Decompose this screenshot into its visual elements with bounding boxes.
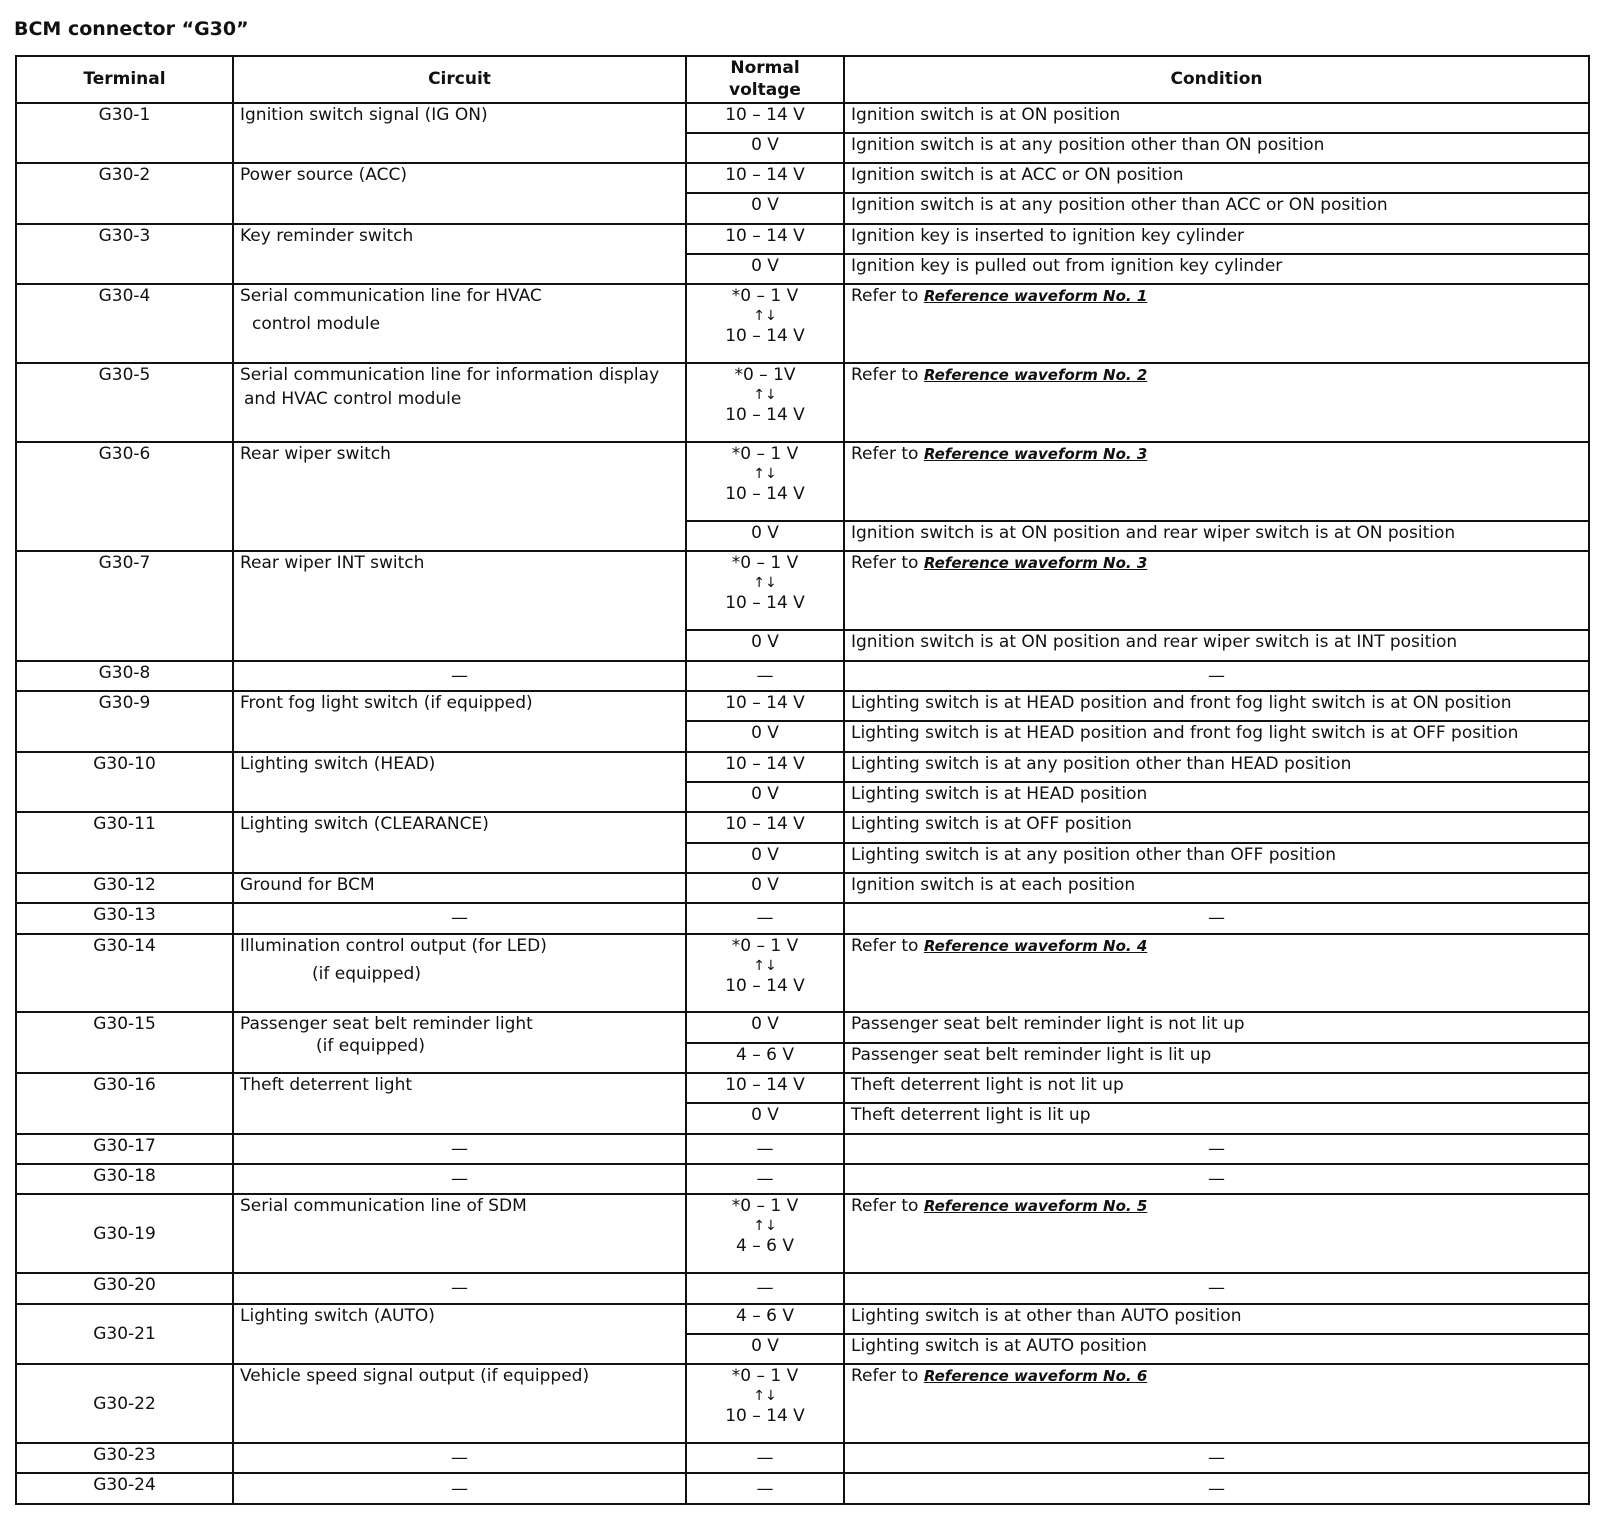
- table-row: [16, 103, 1589, 133]
- table-row: [16, 1194, 1589, 1273]
- terminal-cell: G30-5: [16, 363, 233, 442]
- condition-cell: Theft deterrent light is lit up: [844, 1103, 1589, 1133]
- voltage-cell: —: [686, 903, 844, 933]
- circuit-cell: —: [233, 903, 686, 933]
- voltage-cell: 0 V: [686, 133, 844, 163]
- voltage-cell: 0 V: [686, 254, 844, 284]
- condition-cell: [844, 934, 1589, 1013]
- voltage-cell: 0 V: [686, 873, 844, 903]
- terminal-cell: G30-12: [16, 873, 233, 903]
- header-row: [16, 56, 1589, 103]
- terminal-cell: G30-20: [16, 1273, 233, 1303]
- circuit-cell: [233, 1012, 686, 1073]
- circuit-cell: Serial communication line of SDM: [233, 1194, 686, 1273]
- condition-cell: Passenger seat belt reminder light is lit up: [844, 1043, 1589, 1073]
- circuit-cell: Rear wiper switch: [233, 442, 686, 551]
- voltage-cell: [686, 1364, 844, 1443]
- voltage-cell: [686, 363, 844, 442]
- condition-cell: Lighting switch is at HEAD position: [844, 782, 1589, 812]
- table-row: [16, 1073, 1589, 1103]
- voltage-cell: —: [686, 1134, 844, 1164]
- toggle-arrow-icon: ↑↓: [753, 575, 777, 592]
- refer-label: Refer to: [851, 935, 919, 956]
- circuit-line: control module: [252, 314, 381, 335]
- condition-cell: Ignition switch is at ON position and rear wiper switch is at ON position: [844, 521, 1589, 551]
- voltage-high: 10 – 14 V: [725, 593, 805, 614]
- table-row: [16, 551, 1589, 630]
- condition-cell: Lighting switch is at HEAD position and front fog light switch is at ON position: [844, 691, 1589, 721]
- terminal-cell: G30-6: [16, 442, 233, 551]
- condition-cell: [844, 1364, 1589, 1443]
- circuit-cell: —: [233, 1273, 686, 1303]
- circuit-cell: —: [233, 1134, 686, 1164]
- toggle-arrow-icon: ↑↓: [753, 1218, 777, 1235]
- terminal-cell: G30-18: [16, 1164, 233, 1194]
- waveform-link[interactable]: Reference waveform No. 5: [923, 1197, 1148, 1216]
- terminal-cell: G30-17: [16, 1134, 233, 1164]
- condition-cell: [844, 284, 1589, 363]
- voltage-cell: 10 – 14 V: [686, 163, 844, 193]
- table-row: [16, 224, 1589, 254]
- voltage-high: 4 – 6 V: [736, 1236, 794, 1257]
- circuit-cell: Theft deterrent light: [233, 1073, 686, 1134]
- voltage-cell: —: [686, 661, 844, 691]
- condition-cell: [844, 363, 1589, 442]
- terminal-cell: G30-4: [16, 284, 233, 363]
- circuit-cell: Power source (ACC): [233, 163, 686, 224]
- voltage-cell: 0 V: [686, 1012, 844, 1042]
- table-row: [16, 873, 1589, 903]
- circuit-cell: [233, 934, 686, 1013]
- circuit-cell: Key reminder switch: [233, 224, 686, 285]
- condition-cell: [844, 442, 1589, 521]
- voltage-high: 10 – 14 V: [725, 484, 805, 505]
- terminal-cell: G30-10: [16, 752, 233, 813]
- terminal-cell: G30-16: [16, 1073, 233, 1134]
- voltage-cell: 0 V: [686, 782, 844, 812]
- waveform-link[interactable]: Reference waveform No. 2: [923, 366, 1148, 385]
- table-row: [16, 442, 1589, 521]
- condition-cell: [844, 1194, 1589, 1273]
- terminal-cell: G30-8: [16, 661, 233, 691]
- table-row: [16, 1012, 1589, 1042]
- table-row: [16, 1134, 1589, 1164]
- table-row: [16, 363, 1589, 442]
- table-row: [16, 1443, 1589, 1473]
- waveform-link[interactable]: Reference waveform No. 4: [923, 936, 1148, 955]
- voltage-low: *0 – 1 V: [731, 935, 799, 956]
- condition-cell: —: [844, 1443, 1589, 1473]
- terminal-cell: G30-2: [16, 163, 233, 224]
- circuit-cell: Rear wiper INT switch: [233, 551, 686, 660]
- voltage-cell: [686, 551, 844, 630]
- condition-cell: —: [844, 661, 1589, 691]
- circuit-line: Illumination control output (for LED): [240, 935, 547, 956]
- page-title: BCM connector “G30”: [14, 18, 249, 40]
- condition-cell: Ignition switch is at each position: [844, 873, 1589, 903]
- circuit-line: Serial communication line for information display: [240, 365, 660, 386]
- voltage-low: *0 – 1 V: [731, 286, 799, 307]
- toggle-arrow-icon: ↑↓: [753, 957, 777, 974]
- voltage-cell: 10 – 14 V: [686, 103, 844, 133]
- table-row: [16, 163, 1589, 193]
- header-terminal: Terminal: [16, 56, 233, 103]
- terminal-cell: G30-22: [16, 1364, 233, 1443]
- condition-cell: Ignition switch is at any position other than ON position: [844, 133, 1589, 163]
- table-row: [16, 812, 1589, 842]
- voltage-cell: 0 V: [686, 1334, 844, 1364]
- toggle-arrow-icon: ↑↓: [753, 308, 777, 325]
- condition-cell: Ignition key is inserted to ignition key cylinder: [844, 224, 1589, 254]
- header-circuit: Circuit: [233, 56, 686, 103]
- condition-cell: —: [844, 1134, 1589, 1164]
- table-row: [16, 1473, 1589, 1504]
- voltage-cell: 4 – 6 V: [686, 1304, 844, 1334]
- voltage-cell: —: [686, 1273, 844, 1303]
- voltage-cell: 10 – 14 V: [686, 224, 844, 254]
- terminal-cell: G30-9: [16, 691, 233, 752]
- refer-label: Refer to: [851, 365, 919, 386]
- refer-label: Refer to: [851, 1366, 919, 1387]
- terminal-cell: G30-11: [16, 812, 233, 873]
- voltage-cell: 10 – 14 V: [686, 691, 844, 721]
- circuit-line: and HVAC control module: [244, 389, 462, 410]
- table-row: [16, 661, 1589, 691]
- voltage-cell: [686, 284, 844, 363]
- voltage-high: 10 – 14 V: [725, 1406, 805, 1427]
- circuit-cell: —: [233, 1164, 686, 1194]
- refer-label: Refer to: [851, 444, 919, 465]
- voltage-cell: [686, 934, 844, 1013]
- voltage-cell: 0 V: [686, 193, 844, 223]
- toggle-arrow-icon: ↑↓: [753, 387, 777, 404]
- condition-cell: Ignition switch is at ACC or ON position: [844, 163, 1589, 193]
- circuit-cell: —: [233, 661, 686, 691]
- voltage-high: 10 – 14 V: [725, 405, 805, 426]
- circuit-cell: —: [233, 1443, 686, 1473]
- voltage-cell: —: [686, 1473, 844, 1504]
- condition-cell: Ignition key is pulled out from ignition key cylinder: [844, 254, 1589, 284]
- voltage-cell: 10 – 14 V: [686, 812, 844, 842]
- table-row: [16, 934, 1589, 1013]
- voltage-cell: 0 V: [686, 521, 844, 551]
- terminal-cell: G30-14: [16, 934, 233, 1013]
- circuit-cell: Front fog light switch (if equipped): [233, 691, 686, 752]
- circuit-cell: Ground for BCM: [233, 873, 686, 903]
- condition-cell: Passenger seat belt reminder light is not lit up: [844, 1012, 1589, 1042]
- refer-label: Refer to: [851, 286, 919, 307]
- circuit-line: Passenger seat belt reminder light: [240, 1014, 533, 1035]
- refer-label: Refer to: [851, 553, 919, 574]
- voltage-low: *0 – 1 V: [731, 1196, 799, 1217]
- terminal-cell: G30-13: [16, 903, 233, 933]
- voltage-low: *0 – 1 V: [731, 444, 799, 465]
- condition-cell: Lighting switch is at AUTO position: [844, 1334, 1589, 1364]
- voltage-cell: —: [686, 1443, 844, 1473]
- circuit-cell: —: [233, 1473, 686, 1504]
- circuit-cell: Vehicle speed signal output (if equipped): [233, 1364, 686, 1443]
- voltage-cell: 0 V: [686, 843, 844, 873]
- circuit-line: (if equipped): [316, 1036, 425, 1057]
- condition-cell: Lighting switch is at any position other than HEAD position: [844, 752, 1589, 782]
- condition-cell: Lighting switch is at other than AUTO position: [844, 1304, 1589, 1334]
- waveform-link[interactable]: Reference waveform No. 3: [923, 445, 1148, 464]
- terminal-cell: G30-24: [16, 1473, 233, 1504]
- toggle-arrow-icon: ↑↓: [753, 1388, 777, 1405]
- voltage-cell: 0 V: [686, 1103, 844, 1133]
- refer-label: Refer to: [851, 1196, 919, 1217]
- table-row: [16, 903, 1589, 933]
- terminal-cell: G30-19: [16, 1194, 233, 1273]
- condition-cell: Ignition switch is at ON position: [844, 103, 1589, 133]
- terminal-cell: G30-21: [16, 1304, 233, 1365]
- waveform-link[interactable]: Reference waveform No. 6: [923, 1367, 1148, 1386]
- circuit-cell: Ignition switch signal (IG ON): [233, 103, 686, 164]
- voltage-cell: 0 V: [686, 721, 844, 751]
- condition-cell: Lighting switch is at OFF position: [844, 812, 1589, 842]
- circuit-cell: Lighting switch (HEAD): [233, 752, 686, 813]
- circuit-cell: [233, 284, 686, 363]
- toggle-arrow-icon: ↑↓: [753, 466, 777, 483]
- voltage-cell: —: [686, 1164, 844, 1194]
- voltage-low: *0 – 1 V: [731, 553, 799, 574]
- terminal-cell: G30-15: [16, 1012, 233, 1073]
- voltage-cell: 4 – 6 V: [686, 1043, 844, 1073]
- header-voltage: Normal voltage: [686, 56, 844, 103]
- condition-cell: Lighting switch is at HEAD position and front fog light switch is at OFF position: [844, 721, 1589, 751]
- condition-cell: Ignition switch is at ON position and rear wiper switch is at INT position: [844, 630, 1589, 660]
- terminal-cell: G30-3: [16, 224, 233, 285]
- table-row: [16, 752, 1589, 782]
- voltage-cell: [686, 1194, 844, 1273]
- table-row: [16, 284, 1589, 363]
- circuit-line: (if equipped): [312, 963, 421, 984]
- voltage-high: 10 – 14 V: [725, 326, 805, 347]
- terminal-cell: G30-23: [16, 1443, 233, 1473]
- waveform-link[interactable]: Reference waveform No. 3: [923, 554, 1148, 573]
- condition-cell: —: [844, 1473, 1589, 1504]
- circuit-cell: Lighting switch (AUTO): [233, 1304, 686, 1365]
- condition-cell: —: [844, 903, 1589, 933]
- circuit-cell: [233, 363, 686, 442]
- condition-cell: Lighting switch is at any position other than OFF position: [844, 843, 1589, 873]
- table-row: [16, 1273, 1589, 1303]
- condition-cell: —: [844, 1164, 1589, 1194]
- waveform-link[interactable]: Reference waveform No. 1: [923, 287, 1148, 306]
- terminal-cell: G30-1: [16, 103, 233, 164]
- condition-cell: Theft deterrent light is not lit up: [844, 1073, 1589, 1103]
- table-row: [16, 691, 1589, 721]
- voltage-cell: 10 – 14 V: [686, 752, 844, 782]
- voltage-cell: 10 – 14 V: [686, 1073, 844, 1103]
- voltage-low: *0 – 1V: [734, 365, 796, 386]
- voltage-cell: [686, 442, 844, 521]
- table-row: [16, 1364, 1589, 1443]
- circuit-cell: Lighting switch (CLEARANCE): [233, 812, 686, 873]
- condition-cell: —: [844, 1273, 1589, 1303]
- condition-cell: Ignition switch is at any position other than ACC or ON position: [844, 193, 1589, 223]
- table-row: [16, 1164, 1589, 1194]
- connector-table: [15, 55, 1590, 1505]
- circuit-line: Serial communication line for HVAC: [240, 286, 542, 307]
- table-row: [16, 1304, 1589, 1334]
- condition-cell: [844, 551, 1589, 630]
- voltage-high: 10 – 14 V: [725, 975, 805, 996]
- header-condition: Condition: [844, 56, 1589, 103]
- terminal-cell: G30-7: [16, 551, 233, 660]
- voltage-cell: 0 V: [686, 630, 844, 660]
- voltage-low: *0 – 1 V: [731, 1366, 799, 1387]
